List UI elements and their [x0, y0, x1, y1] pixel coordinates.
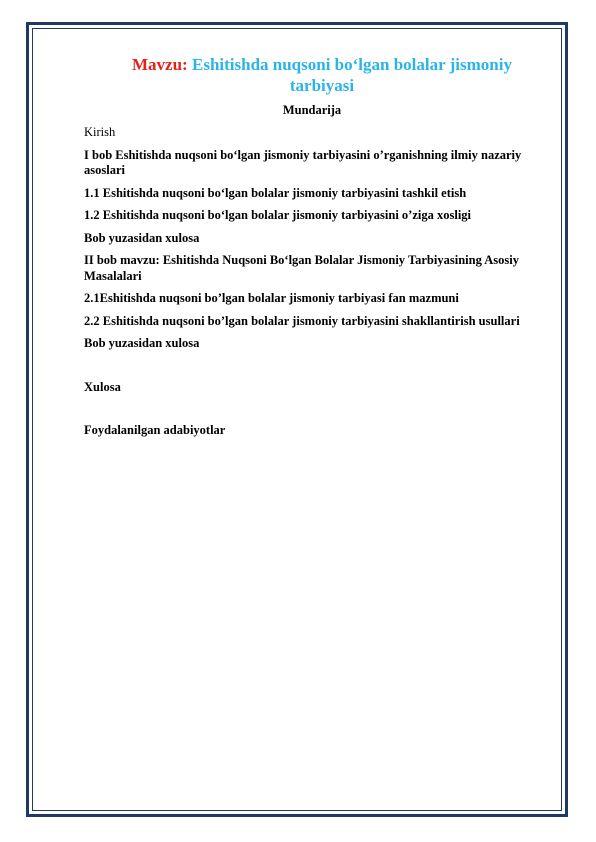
document-title	[84, 54, 540, 96]
title-label: Mavzu:	[132, 55, 188, 74]
toc-item-xulosa: Xulosa	[84, 379, 121, 394]
toc-item-2-2: 2.2 Eshitishda nuqsoni bo’lgan bolalar jismoniy tarbiyasini shakllantirish usullari	[84, 313, 520, 328]
toc-item-1-1: 1.1 Eshitishda nuqsoni bo‘lgan bolalar jismoniy tarbiyasini tashkil etish	[84, 185, 467, 200]
document-content	[84, 54, 540, 439]
toc-item-2-1: 2.1Eshitishda nuqsoni bo’lgan bolalar jismoniy tarbiyasi fan mazmuni	[84, 291, 459, 305]
toc-heading: Mundarija	[282, 103, 342, 117]
toc-item-chapter-2-conclusion: Bob yuzasidan xulosa	[84, 336, 200, 350]
toc-item-kirish: Kirish	[84, 125, 116, 139]
table-of-contents	[84, 125, 540, 439]
toc-item-chapter-1-conclusion: Bob yuzasidan xulosa	[84, 230, 200, 245]
toc-item-references: Foydalanilgan adabiyotlar	[84, 423, 226, 437]
toc-item-1-2: 1.2 Eshitishda nuqsoni bo‘lgan bolalar jismoniy tarbiyasini o’ziga xosligi	[84, 208, 472, 222]
toc-item-chapter-2: II bob mavzu: Eshitishda Nuqsoni Bo‘lgan Bolalar Jismoniy Tarbiyasining Asosiy Masalalari	[84, 253, 519, 283]
title-text: Eshitishda nuqsoni bo‘lgan bolalar jismoniy tarbiyasi	[191, 55, 512, 95]
toc-item-chapter-1: I bob Eshitishda nuqsoni bo‘lgan jismoniy tarbiyasini o’rganishning ilmiy nazariy asoslari	[84, 147, 522, 177]
